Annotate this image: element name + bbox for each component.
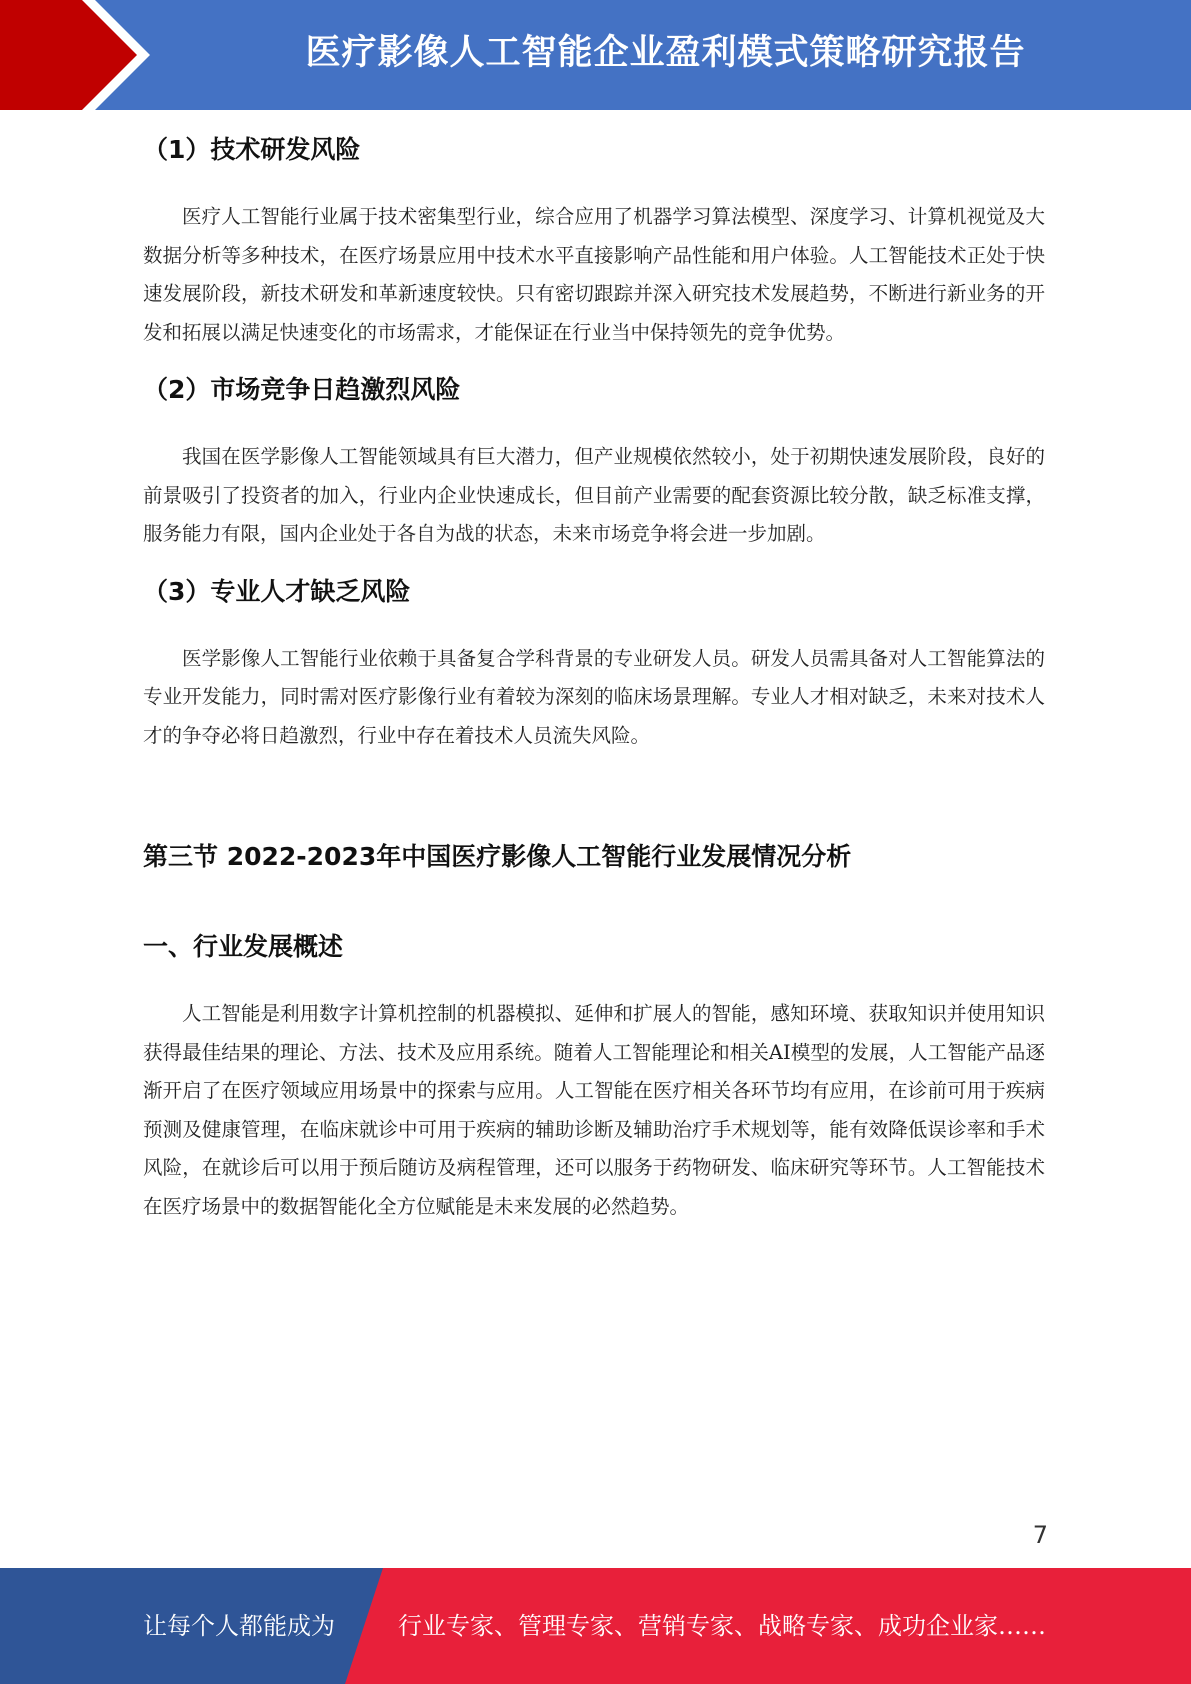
main-content [143,128,1045,1226]
section-heading-tech-risk: （1）技术研发风险 [143,135,361,164]
chapter-title: 第三节 2022-2023年中国医疗影像人工智能行业发展情况分析 [143,842,852,871]
header-chevron-icon [0,0,160,110]
report-title: 医疗影像人工智能企业盈利模式策略研究报告 [305,33,1026,73]
paragraph-tech-risk: 医疗人工智能行业属于技术密集型行业，综合应用了机器学习算法模型、深度学习、计算机视觉及大数据分析等多种技术，在医疗场景应用中技术水平直接影响产品性能和用户体验。人工智能技术正处于快速发展阶段，新技术研发和革新速度较快。只有密切跟踪并深入研究技术发展趋势，不断进行新业务的开发和拓展以满足快速变化的市场需求，才能保证在行业当中保持领先的竞争优势。 [143,205,1045,344]
footer-slogan-left: 让每个人都能成为 [143,1612,335,1640]
paragraph-industry-overview: 人工智能是利用数字计算机控制的机器模拟、延伸和扩展人的智能，感知环境、获取知识并使用知识获得最佳结果的理论、方法、技术及应用系统。随着人工智能理论和相关AI模型的发展，人工智能产品逐渐开启了在医疗领域应用场景中的探索与应用。人工智能在医疗相关各环节均有应用，在诊前可用于疾病预测及健康管理，在临床就诊中可用于疾病的辅助诊断及辅助治疗手术规划等，能有效降低误诊率和手术风险，在就诊后可以用于预后随访及病程管理，还可以服务于药物研发、临床研究等环节。人工智能技术在医疗场景中的数据智能化全方位赋能是未来发展的必然趋势。 [143,1002,1045,1218]
section-heading-market-risk: （2）市场竞争日趋激烈风险 [143,375,461,404]
page-footer [0,1568,1191,1684]
page-number: 7 [1032,1521,1048,1549]
section-heading-talent-risk: （3）专业人才缺乏风险 [143,576,411,606]
paragraph-talent-risk: 医学影像人工智能行业依赖于具备复合学科背景的专业研发人员。研发人员需具备对人工智能算法的专业开发能力，同时需对医疗影像行业有着较为深刻的临床场景理解。专业人才相对缺乏，未来对技术人才的争夺必将日趋激烈，行业中存在着技术人员流失风险。 [143,646,1045,747]
chapter-subheading: 一、行业发展概述 [143,932,344,961]
page-header [0,0,1191,110]
footer-slogan-right: 行业专家、管理专家、营销专家、战略专家、成功企业家…… [398,1612,1046,1640]
paragraph-market-risk: 我国在医学影像人工智能领域具有巨大潜力，但产业规模依然较小，处于初期快速发展阶段，良好的前景吸引了投资者的加入，行业内企业快速成长，但目前产业需要的配套资源比较分散，缺乏标准支撑，服务能力有限，国内企业处于各自为战的状态，未来市场竞争将会进一步加剧。 [143,445,1045,545]
